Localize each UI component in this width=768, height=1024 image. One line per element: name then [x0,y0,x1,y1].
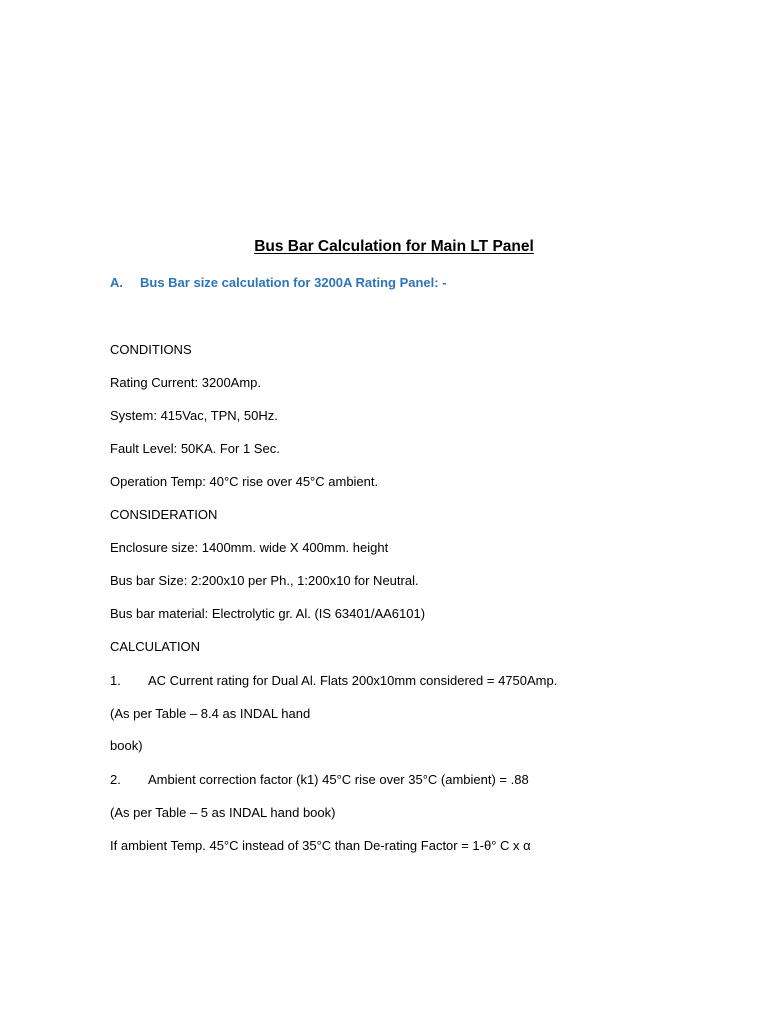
calc-item-1-number: 1. [110,673,121,688]
calc-item-1 [110,673,557,688]
bus-bar-material-line: Bus bar material: Electrolytic gr. Al. (IS 63401/AA6101) [110,606,426,621]
fault-level-line: Fault Level: 50KA. For 1 Sec. [110,441,280,456]
consideration-heading: CONSIDERATION [110,507,218,522]
calc-item-2-text: Ambient correction factor (k1) 45°C rise over 35°C (ambient) = .88 [148,772,529,787]
calculation-heading: CALCULATION [110,639,201,654]
derating-factor-line: If ambient Temp. 45°C instead of 35°C than De-rating Factor = 1-θ° C x α [110,838,531,853]
rating-current-line: Rating Current: 3200Amp. [110,375,262,390]
section-number: A. [110,275,123,290]
document-title: Bus Bar Calculation for Main LT Panel [254,238,534,255]
bus-bar-size-line: Bus bar Size: 2:200x10 per Ph., 1:200x10 for Neutral. [110,573,419,588]
calc-item-2 [110,772,529,787]
enclosure-size-line: Enclosure size: 1400mm. wide X 400mm. height [110,540,389,555]
calc-item-1-reference-a: (As per Table – 8.4 as INDAL hand [110,706,311,721]
calc-item-1-text: AC Current rating for Dual Al. Flats 200x10mm considered = 4750Amp. [148,673,558,688]
operation-temp-line: Operation Temp: 40°C rise over 45°C ambient. [110,474,379,489]
conditions-heading: CONDITIONS [110,342,192,357]
system-line: System: 415Vac, TPN, 50Hz. [110,408,278,423]
section-heading-a [110,275,447,290]
calc-item-2-reference: (As per Table – 5 as INDAL hand book) [110,805,336,820]
section-title: Bus Bar size calculation for 3200A Rating Panel: - [140,275,447,290]
calc-item-2-number: 2. [110,772,121,787]
calc-item-1-reference-b: book) [110,738,143,753]
